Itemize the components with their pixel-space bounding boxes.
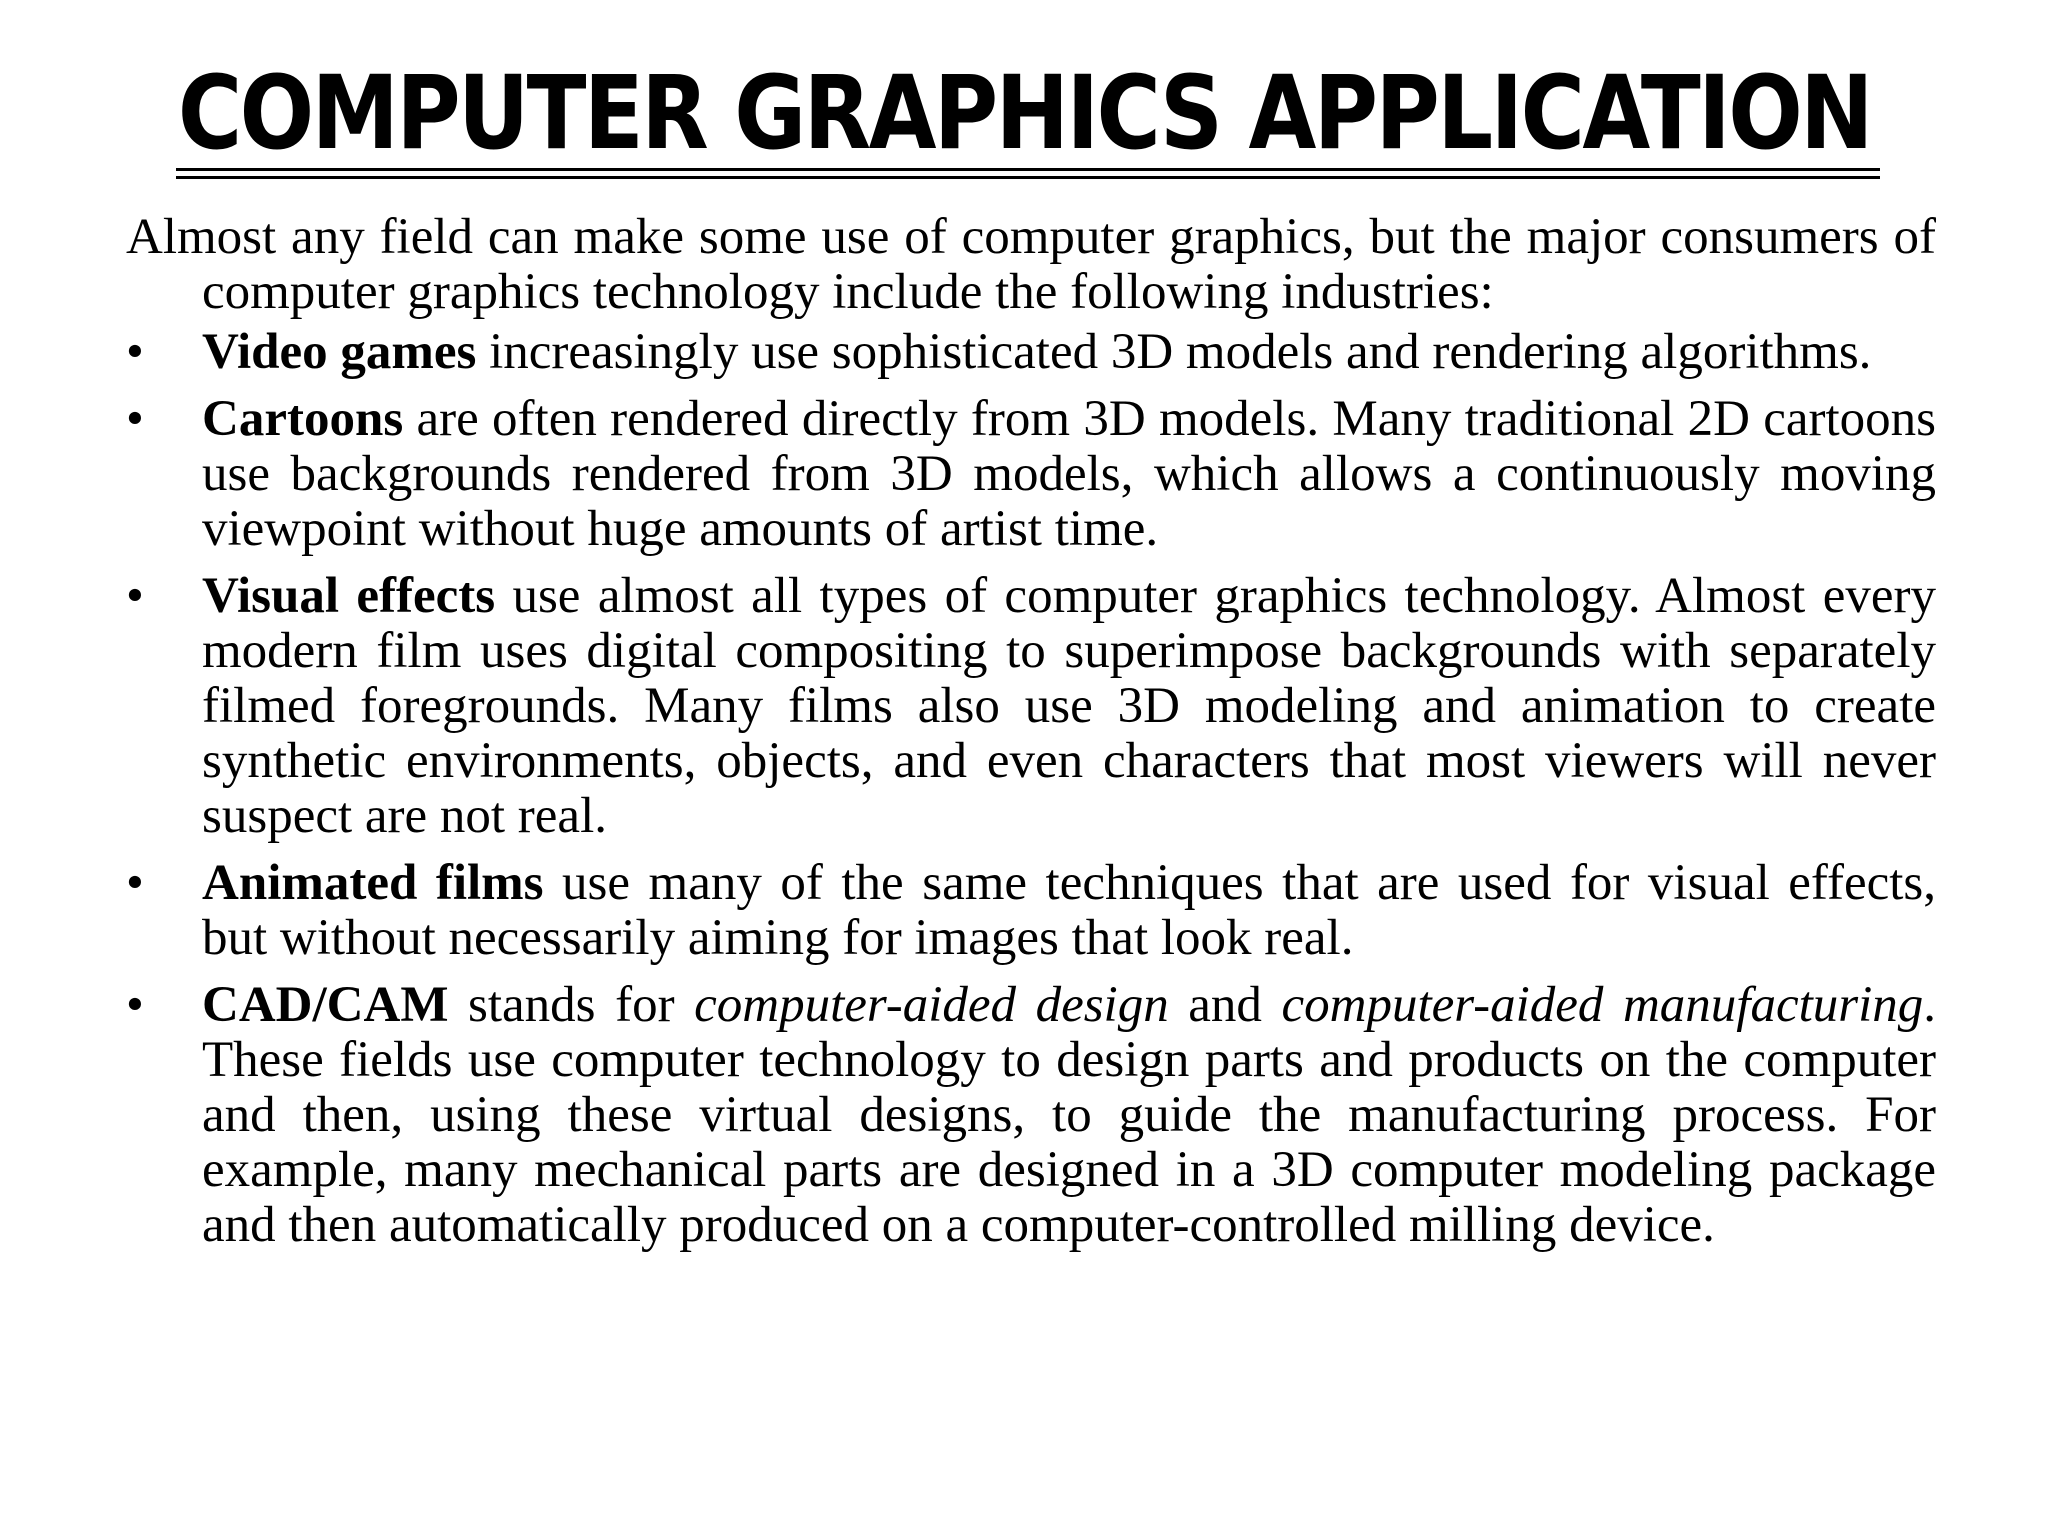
bullet-item-video-games [126,325,1936,380]
bullet-icon: • [126,977,144,1033]
bullet-item-visual-effects [126,569,1936,844]
bullet-icon: • [126,324,144,380]
bullet-term: Visual effects [202,568,496,624]
slide-title [0,54,2048,173]
bullet-text: . These fields use computer technology to design parts and products on the computer and then, using these virtual designs, to guide the manufacturing process. For example, many mechanical parts are designed in a 3D computer modeling package and then automatically produced on a computer-controlled milling device. [202,977,1937,1253]
bullet-text: increasingly use sophisticated 3D models and rendering algorithms. [476,324,1872,380]
bullet-term: Video games [202,324,477,380]
bullet-item-cad-cam [126,978,1936,1253]
bullet-item-animated-films [126,856,1936,966]
bullet-text: use almost all types of computer graphics technology. Almost every modern film uses digital compositing to superimpose backgrounds with separately filmed foregrounds. Many films also use 3D modeling and animation to create synthetic environments, objects, and even characters that most viewers will never suspect are not real. [202,568,1936,844]
slide-title-text: COMPUTER GRAPHICS APPLICATION [177,54,1871,173]
bullet-text: use many of the same techniques that are used for visual effects, but without necessarily aiming for images that look real. [202,855,1937,966]
title-underline-top [176,168,1880,171]
bullet-term: CAD/CAM [202,977,449,1033]
bullet-icon: • [126,568,144,624]
bullet-term: Cartoons [202,391,404,447]
bullet-text: stands for [448,977,695,1033]
bullet-icon: • [126,391,144,447]
bullet-term: Animated films [202,855,544,911]
bullet-item-cartoons [126,392,1936,557]
intro-paragraph: Almost any field can make some use of computer graphics, but the major consumers of computer graphics technology include the following industries: [126,209,1936,320]
bullet-text: are often rendered directly from 3D models. Many traditional 2D cartoons use backgrounds rendered from 3D models, which allows a continuously moving viewpoint without huge amounts of artist time. [202,391,1936,557]
slide-body [126,210,1936,1265]
bullet-italic-term: computer-aided design [694,977,1169,1033]
bullet-italic-term: computer-aided manufacturing [1281,977,1924,1033]
bullet-icon: • [126,855,144,911]
bullet-text: and [1168,977,1282,1033]
title-underline-bottom [176,176,1880,179]
